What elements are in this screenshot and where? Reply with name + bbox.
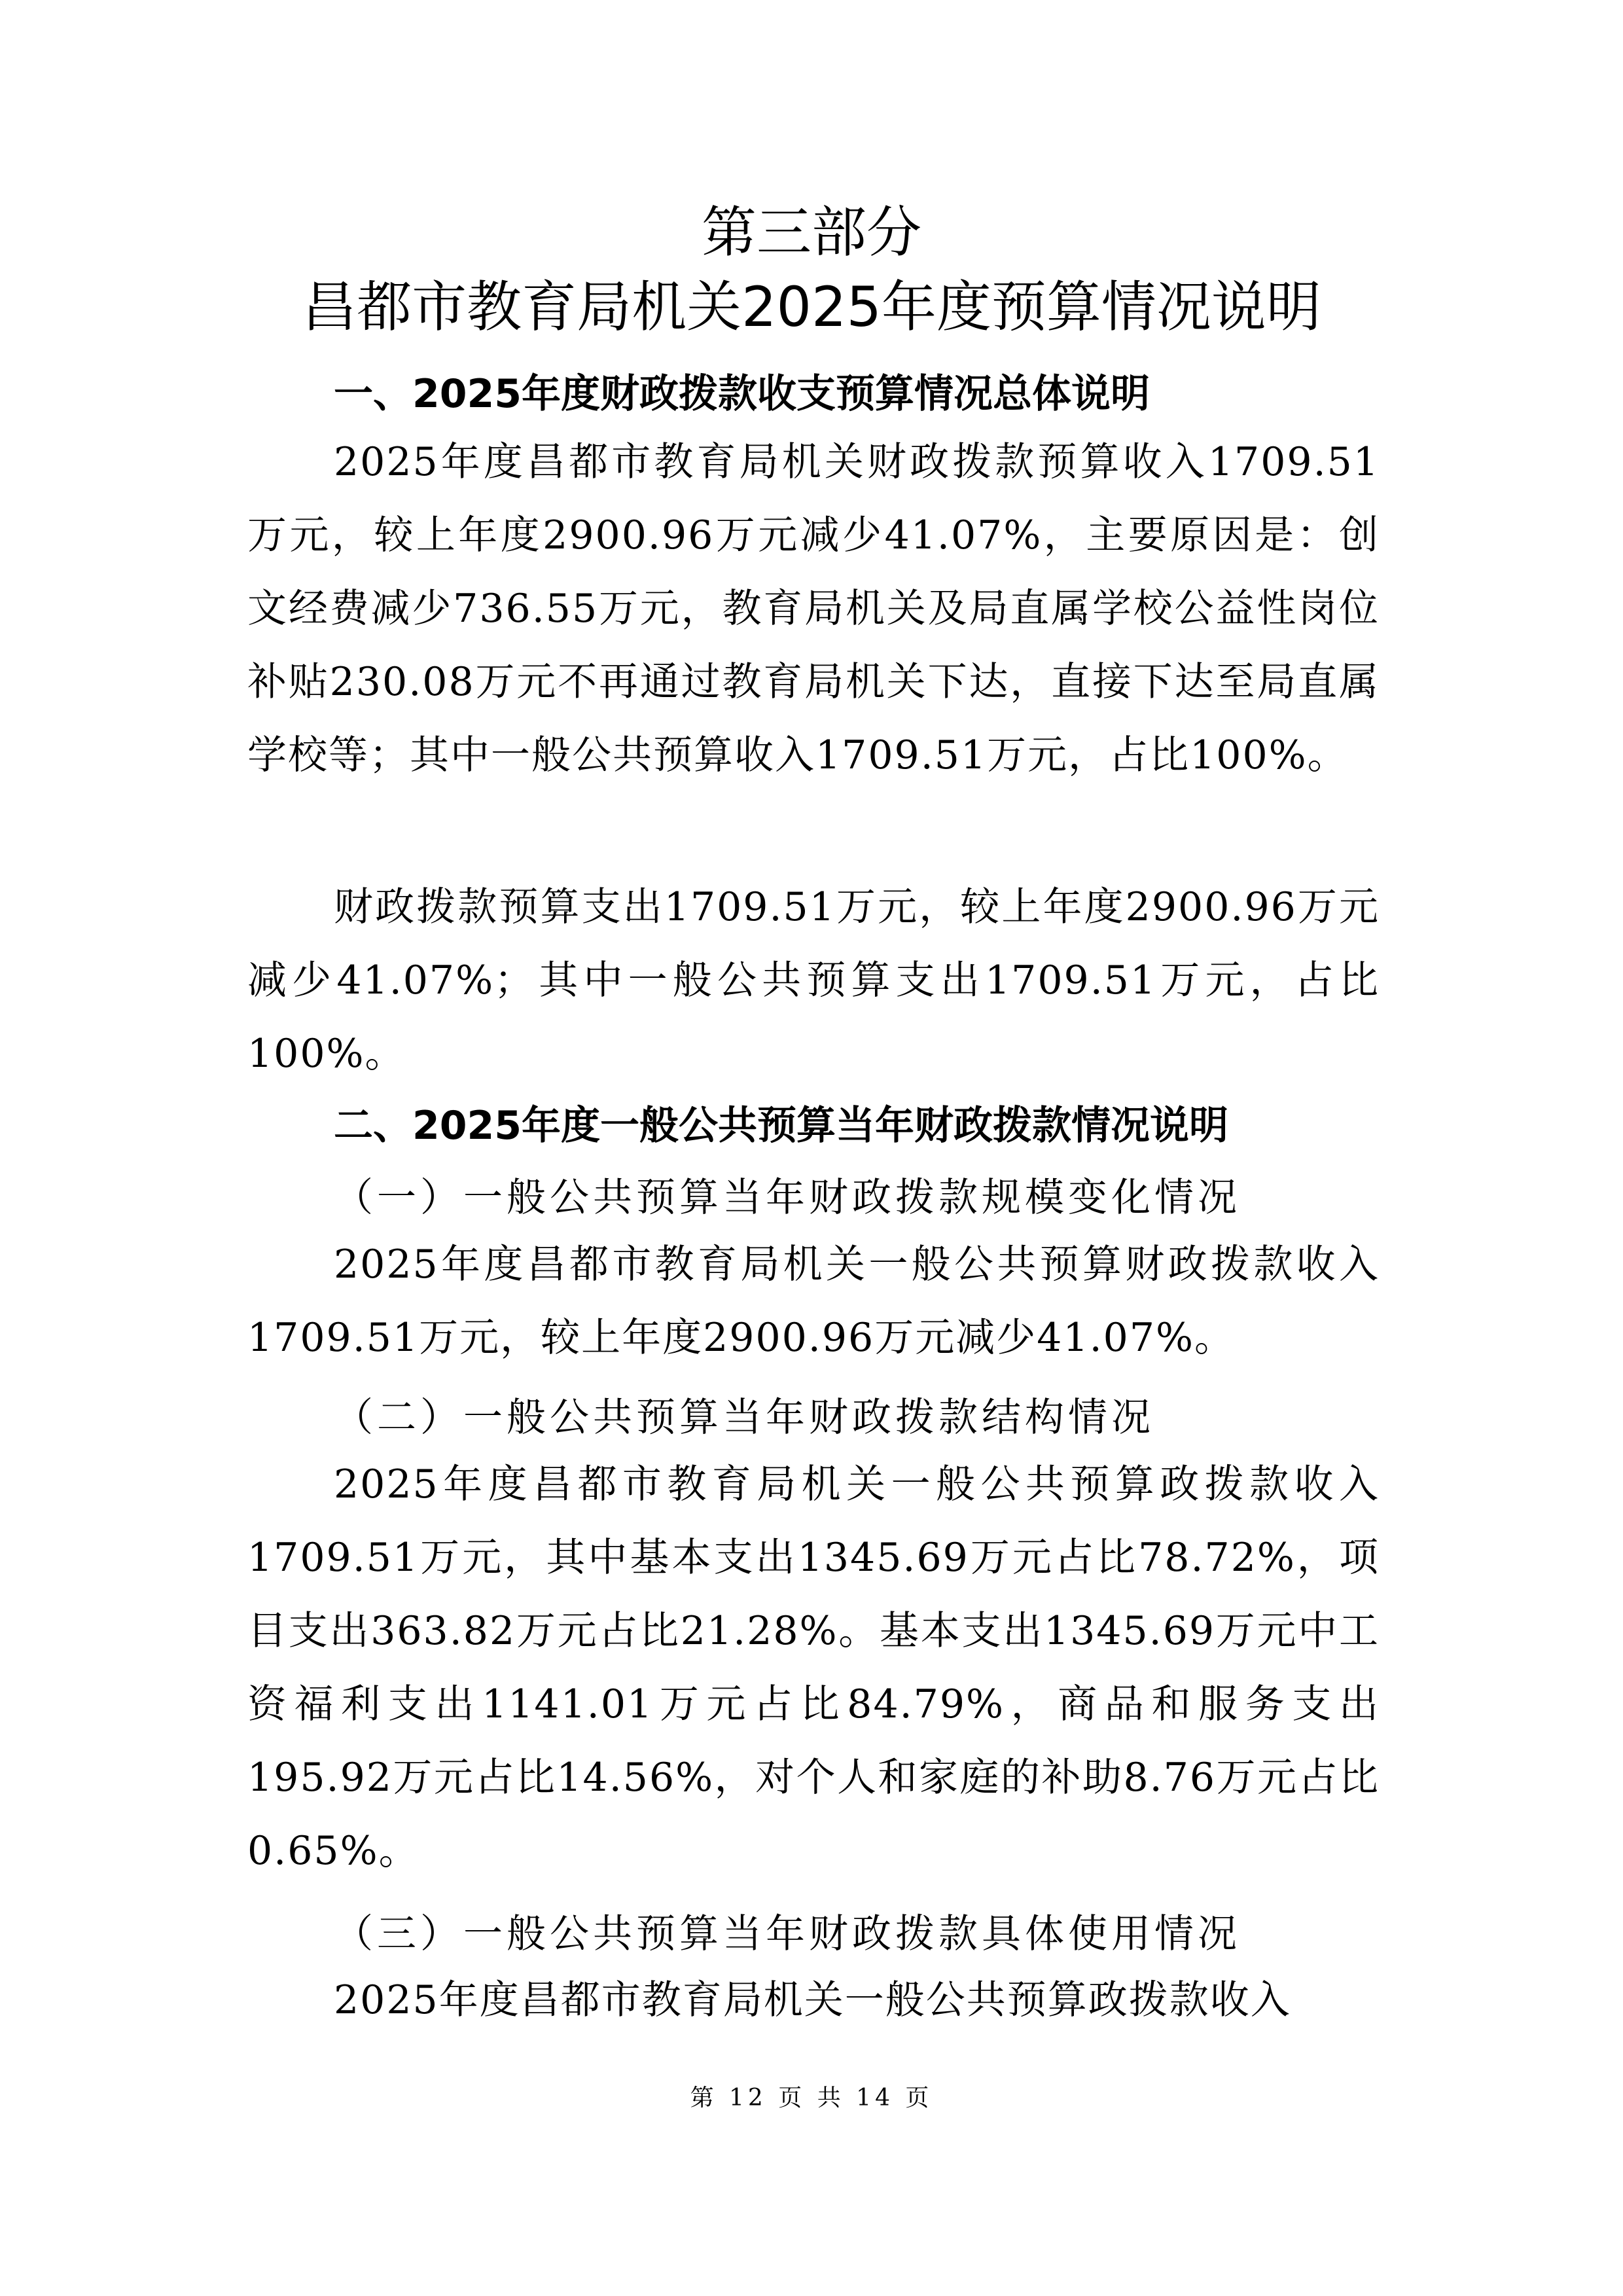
section-2-sub-3-paragraph: 2025年度昌都市教育局机关一般公共预算政拨款收入: [334, 1977, 1291, 2023]
section-1-heading: 一、2025年度财政拨款收支预算情况总体说明: [334, 371, 1150, 417]
part-title: 第三部分: [701, 200, 921, 264]
section-1-paragraph-2: 财政拨款预算支出1709.51万元，较上年度2900.96万元减少41.07%；其中一般公共预算支出1709.51万元，占比100%。: [247, 884, 1380, 1077]
section-2-sub-1-paragraph: 2025年度昌都市教育局机关一般公共预算财政拨款收入1709.51万元，较上年度2900.96万元减少41.07%。: [247, 1242, 1380, 1361]
section-2-sub-3-heading: （三）一般公共预算当年财政拨款具体使用情况: [334, 1911, 1241, 1957]
main-title: 昌都市教育局机关2025年度预算情况说明: [302, 275, 1321, 339]
section-2-heading: 二、2025年度一般公共预算当年财政拨款情况说明: [334, 1103, 1228, 1149]
section-1-paragraph-1: 2025年度昌都市教育局机关财政拨款预算收入1709.51万元，较上年度2900.96万元减少41.07%，主要原因是：创文经费减少736.55万元，教育局机关及局直属学校公益性岗位补贴230.08万元不再通过教育局机关下达，直接下达至局直属学校等；其中一般公共预算收入1709.51万元，占比100%。: [247, 439, 1380, 778]
section-2-sub-2-heading: （二）一般公共预算当年财政拨款结构情况: [334, 1395, 1154, 1441]
section-2-sub-1-heading: （一）一般公共预算当年财政拨款规模变化情况: [334, 1175, 1241, 1221]
page-footer: 第 12 页 共 14 页: [690, 2085, 933, 2111]
section-2-sub-2-paragraph: 2025年度昌都市教育局机关一般公共预算政拨款收入1709.51万元，其中基本支出1345.69万元占比78.72%，项目支出363.82万元占比21.28%。基本支出1345.69万元中工资福利支出1141.01万元占比84.79%，商品和服务支出195.92万元占比14.56%，对个人和家庭的补助8.76万元占比0.65%。: [247, 1462, 1380, 1874]
